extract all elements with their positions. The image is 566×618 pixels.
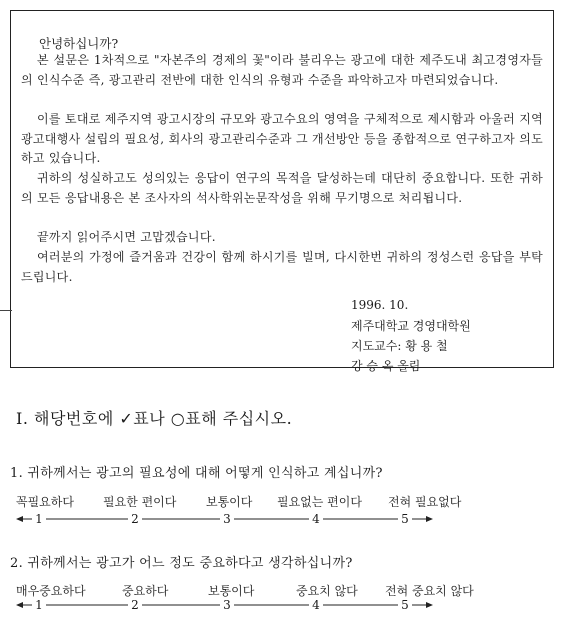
q1-option-1[interactable]: 꼭필요하다 [16,495,74,509]
q1-option-4[interactable]: 필요없는 편이다 [277,495,362,509]
margin-tick [0,310,12,311]
section-text-after: 표해 주십시오. [185,409,293,428]
section-text-before: 해당번호에 [34,409,114,428]
q1-option-5[interactable]: 전혀 필요없다 [388,495,462,509]
q2-scale-2[interactable]: 2 [131,598,139,612]
q2-scale-5[interactable]: 5 [401,598,409,612]
signature-student: 강 승 옥 올림 [351,359,421,373]
q1-scale-3[interactable]: 3 [223,512,231,526]
q2-option-4[interactable]: 중요치 않다 [296,584,358,598]
signature-school: 제주대학교 경영대학원 [351,319,471,333]
q2-scale [14,597,434,613]
section-number: Ⅰ. [16,409,29,428]
check-mark-icon: ✓ [119,409,134,428]
q1-scale-1[interactable]: 1 [35,512,43,526]
section-text-mid: 표나 [133,409,166,428]
section-title [16,406,292,429]
letter-paragraph-5: 여러분의 가정에 즐거움과 건강이 함께 하시기를 빌며, 다시한번 귀하의 정성스런 응답을 부탁드립니다. [21,250,543,284]
q2-option-5[interactable]: 전혀 중요치 않다 [385,584,474,598]
signature-professor: 지도교수: 황 용 철 [351,339,448,353]
letter-paragraph-3: 귀하의 성실하고도 성의있는 응답이 연구의 목적을 달성하는데 대단히 중요합니다. 또한 귀하의 모든 응답내용은 본 조사자의 석사학위논문작성을 위해 무기명으로 처리됩니다. [21,171,543,205]
q2-scale-3[interactable]: 3 [223,598,231,612]
q2-right-arrow-icon [426,602,433,608]
q2-scale-4[interactable]: 4 [312,598,320,612]
letter-box [10,10,554,373]
q2-option-3[interactable]: 보통이다 [208,584,255,598]
q2-option-1[interactable]: 매우중요하다 [16,584,86,598]
letter-greeting: 안녕하십니까? [39,36,119,51]
q1-scale-2[interactable]: 2 [131,512,139,526]
q1-scale-4[interactable]: 4 [312,512,320,526]
q1-right-arrow-icon [426,516,433,522]
q1-scale-5[interactable]: 5 [401,512,409,526]
q2-option-2[interactable]: 중요하다 [122,584,169,598]
q1-left-arrow-icon [16,516,23,522]
letter-paragraph-1: 본 설문은 1차적으로 "자본주의 경제의 꽃"이라 불리우는 광고에 대한 제주도내 최고경영자들의 인식수준 즉, 광고관리 전반에 대한 인식의 유형과 수준을 파악하고자 마련되었습니다. [21,53,543,87]
q1-option-2[interactable]: 필요한 편이다 [103,495,177,509]
q2-left-arrow-icon [16,602,23,608]
letter-paragraph-4: 끝까지 읽어주시면 고맙겠습니다. [37,230,216,244]
q1-option-3[interactable]: 보통이다 [206,495,253,509]
question-1: 1. 귀하께서는 광고의 필요성에 대해 어떻게 인식하고 계십니까? [10,466,383,481]
q2-scale-1[interactable]: 1 [35,598,43,612]
circle-mark-icon: ○ [170,409,186,428]
signature-date: 1996. 10. [351,298,409,312]
question-2: 2. 귀하께서는 광고가 어느 정도 중요하다고 생각하십니까? [10,556,353,571]
q1-scale [14,511,434,527]
letter-paragraph-2: 이를 토대로 제주지역 광고시장의 규모와 광고수요의 영역을 구체적으로 제시함과 아울러 지역 광고대행사 설립의 필요성, 회사의 광고관리수준과 그 개선방안 등을 종합적으로 연구하고자 의도하고 있습니다. [21,112,543,166]
